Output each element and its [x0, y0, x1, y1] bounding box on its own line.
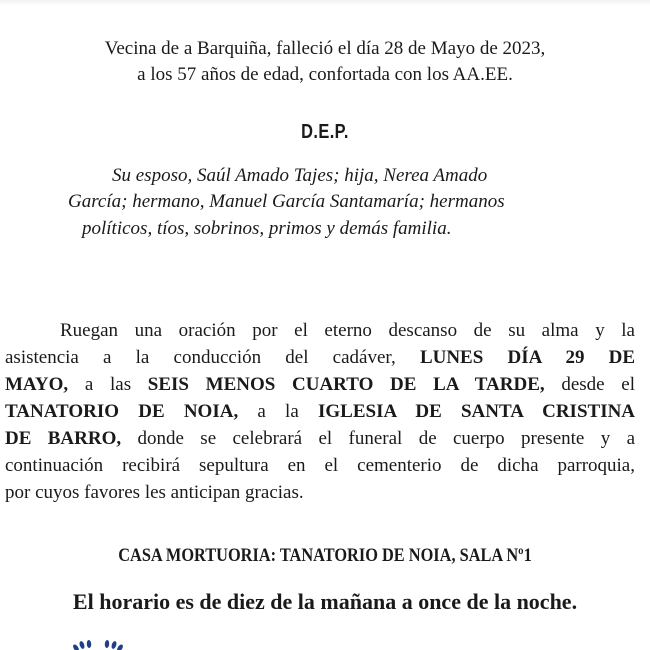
- ruegan-line-5: [5, 428, 635, 450]
- ruegan-line-4: [5, 401, 635, 423]
- ruegan-barro: DE BARRO,: [5, 428, 122, 449]
- ruegan-iglesia: IGLESIA DE SANTA CRISTINA: [318, 401, 636, 422]
- casa-mortuoria: CASA MORTUORIA: TANATORIO DE NOIA, SALA Nº1: [118, 545, 532, 566]
- ruegan-a-las: a las: [84, 374, 132, 395]
- family-line-3: políticos, tíos, sobrinos, primos y demás familia.: [82, 218, 452, 239]
- top-edge-shadow: [0, 0, 650, 6]
- ruegan-tanatorio: TANATORIO DE NOIA,: [5, 401, 239, 422]
- intro-line-1: Vecina de a Barquiña, falleció el día 28 de Mayo de 2023,: [104, 38, 546, 59]
- intro-line-2: a los 57 años de edad, confortada con los AA.EE.: [137, 64, 513, 85]
- ruegan-a-la: a la: [257, 401, 299, 422]
- ruegan-line-6: continuación recibirá sepultura en el cementerio de dicha parroquia,: [5, 455, 635, 476]
- ruegan-funeral: donde se celebrará el funeral de cuerpo presente y a: [137, 428, 636, 449]
- ruegan-line-1: Ruegan una oración por el eterno descanso de su alma y la: [60, 320, 635, 341]
- family-line-2: García; hermano, Manuel García Santamaría; hermanos: [68, 191, 505, 212]
- dep-heading: D.E.P.: [301, 121, 349, 143]
- ruegan-time: SEIS MENOS CUARTO DE LA TARDE,: [147, 374, 545, 395]
- ruegan-line-2: [5, 347, 635, 369]
- ruegan-desde: desde el: [561, 374, 636, 395]
- ruegan-line-3: [5, 374, 635, 396]
- laurel-wreath-icon: [58, 638, 138, 650]
- ruegan-line-2-text: asistencia a la conducción del cadáver,: [5, 347, 396, 368]
- horario: El horario es de diez de la mañana a once de la noche.: [72, 589, 578, 614]
- ruegan-line-7: por cuyos favores les anticipan gracias.: [5, 482, 304, 503]
- ruegan-date: LUNES DÍA 29 DE: [419, 347, 636, 368]
- family-line-1: Su esposo, Saúl Amado Tajes; hija, Nerea Amado: [112, 165, 488, 186]
- ruegan-month: MAYO,: [5, 374, 69, 395]
